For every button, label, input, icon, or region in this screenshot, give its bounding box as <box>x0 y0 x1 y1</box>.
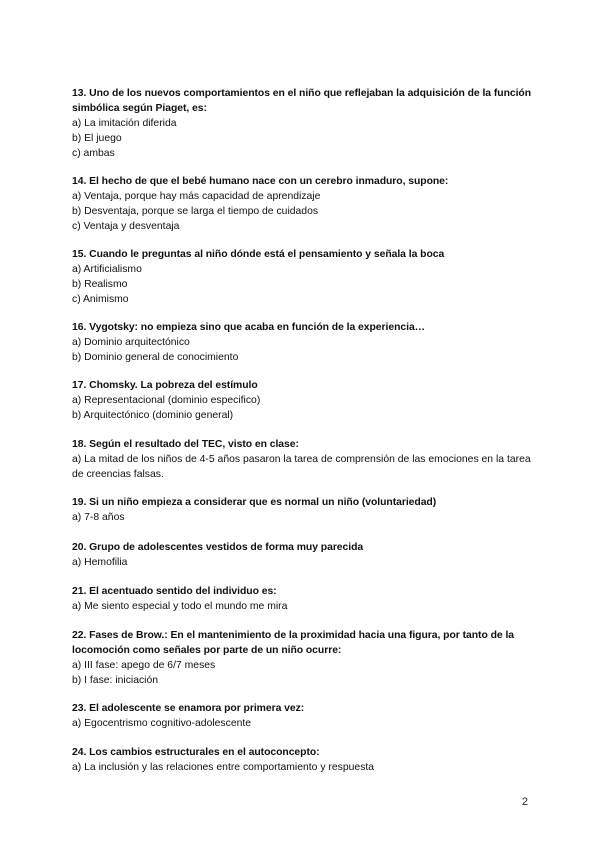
answer-option: b) Arquitectónico (dominio general) <box>72 410 234 421</box>
question-title: 21. El acentuado sentido del individuo es: <box>72 586 277 597</box>
page-number: 2 <box>521 796 528 808</box>
question-title: 17. Chomsky. La pobreza del estímulo <box>72 380 258 391</box>
question-title: 14. El hecho de que el bebé humano nace con un cerebro inmaduro, supone: <box>72 176 449 187</box>
answer-option: a) 7-8 años <box>72 512 125 523</box>
answer-option: b) I fase: iniciación <box>72 675 159 686</box>
question-title: 16. Vygotsky: no empieza sino que acaba en función de la experiencia… <box>72 322 426 333</box>
answer-option: a) La imitación diferida <box>72 118 177 129</box>
question-24 <box>72 745 532 775</box>
question-title: 20. Grupo de adolescentes vestidos de forma muy parecida <box>72 542 364 553</box>
question-23 <box>72 701 532 731</box>
answer-option: c) Ventaja y desventaja <box>72 221 180 232</box>
question-title: 23. El adolescente se enamora por primera vez: <box>72 703 305 714</box>
question-22 <box>72 628 532 688</box>
question-title: 18. Según el resultado del TEC, visto en clase: <box>72 439 299 450</box>
answer-option: a) Dominio arquitectónico <box>72 337 190 348</box>
question-19 <box>72 495 532 525</box>
answer-option: a) Hemofilia <box>72 557 128 568</box>
answer-option: a) Artificialismo <box>72 264 142 275</box>
answer-option: b) Realismo <box>72 279 128 290</box>
answer-option: a) Representacional (dominio especifico) <box>72 395 261 406</box>
answer-option: c) ambas <box>72 148 115 159</box>
question-13 <box>72 86 532 161</box>
question-21 <box>72 584 532 614</box>
question-20 <box>72 540 532 570</box>
question-15 <box>72 247 532 307</box>
question-title: 19. Si un niño empieza a considerar que es normal un niño (voluntariedad) <box>72 497 437 508</box>
answer-option: b) El juego <box>72 133 122 144</box>
answer-option: a) Me siento especial y todo el mundo me mira <box>72 601 288 612</box>
question-18 <box>72 437 532 482</box>
answer-option: a) La mitad de los niños de 4-5 años pasaron la tarea de comprensión de las emociones en la tarea de creencias falsas. <box>72 454 531 480</box>
question-title: 15. Cuando le preguntas al niño dónde está el pensamiento y señala la boca <box>72 249 445 260</box>
question-16 <box>72 320 532 365</box>
answer-option: b) Dominio general de conocimiento <box>72 352 239 363</box>
answer-option: a) La inclusión y las relaciones entre comportamiento y respuesta <box>72 762 375 773</box>
question-title: 13. Uno de los nuevos comportamientos en el niño que reflejaban la adquisición de la función simbólica según Piaget, es: <box>72 88 532 114</box>
answer-option: a) III fase: apego de 6/7 meses <box>72 660 216 671</box>
answer-option: b) Desventaja, porque se larga el tiempo de cuidados <box>72 206 319 217</box>
answer-option: a) Ventaja, porque hay más capacidad de aprendizaje <box>72 191 321 202</box>
answer-option: c) Animismo <box>72 294 129 305</box>
question-14 <box>72 174 532 234</box>
question-title: 24. Los cambios estructurales en el autoconcepto: <box>72 747 320 758</box>
answer-option: a) Egocentrismo cognitivo-adolescente <box>72 718 252 729</box>
question-title: 22. Fases de Brow.: En el mantenimiento de la proximidad hacia una figura, por tanto de la locomoción como señales por parte de un niño ocurre: <box>72 630 515 656</box>
question-17 <box>72 378 532 423</box>
